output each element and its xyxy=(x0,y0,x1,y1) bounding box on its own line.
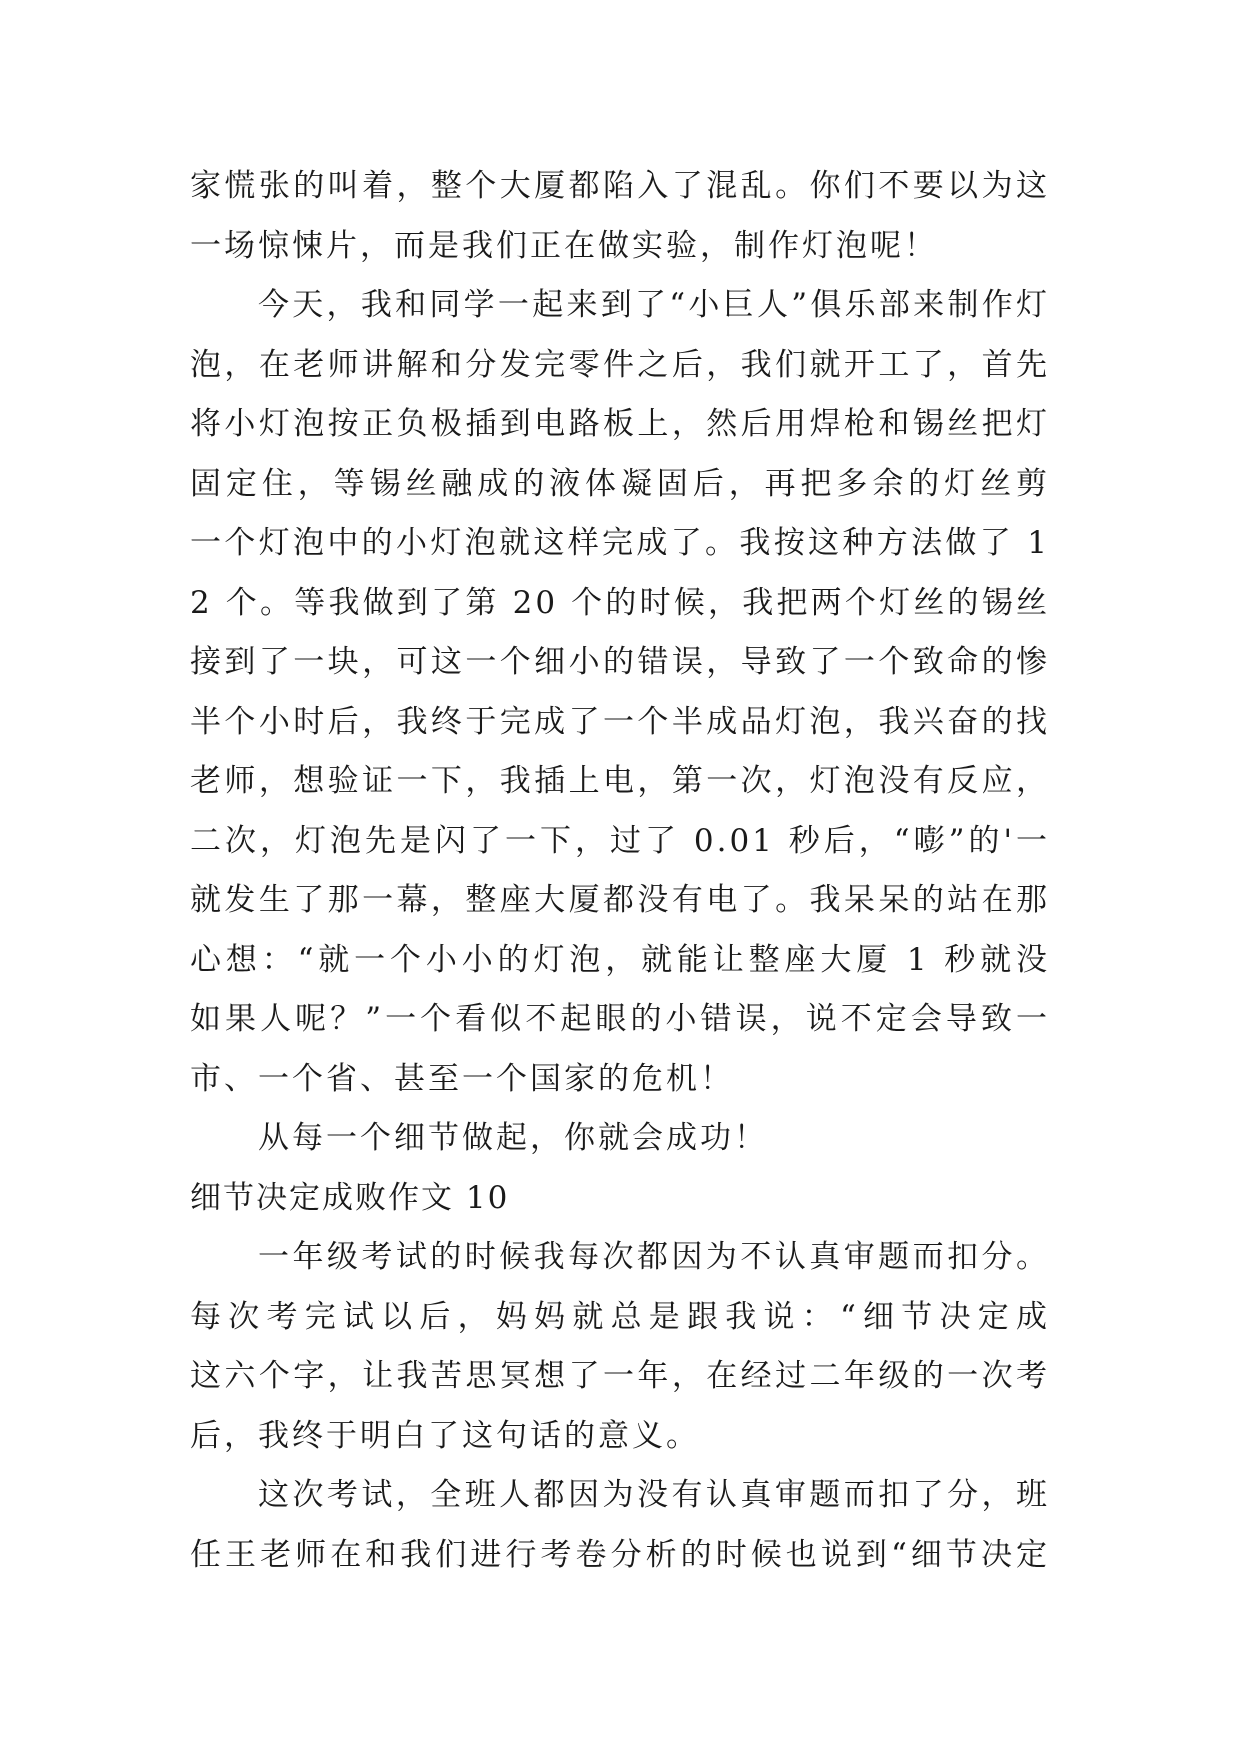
text-line: 老师，想验证一下，我插上电，第一次，灯泡没有反应， xyxy=(190,763,1050,799)
text-line: 任王老师在和我们进行考卷分析的时候也说到“细节决定 xyxy=(190,1536,1050,1573)
paragraph-start-line: 今天，我和同学一起来到了“小巨人”俱乐部来制作灯 xyxy=(258,287,1050,323)
text-line: 接到了一块，可这一个细小的错误，导致了一个致命的惨 xyxy=(190,644,1050,680)
text-line: 如果人呢？”一个看似不起眼的小错误，说不定会导致一 xyxy=(190,1001,1050,1037)
text-line: 后，我终于明白了这句话的意义。 xyxy=(190,1417,700,1454)
text-line: 一场惊悚片，而是我们正在做实验，制作灯泡呢！ xyxy=(190,227,938,264)
text-line: 固定住，等锡丝融成的液体凝固后，再把多余的灯丝剪 xyxy=(190,465,1050,502)
paragraph-start-line: 一年级考试的时候我每次都因为不认真审题而扣分。 xyxy=(258,1239,1050,1275)
text-line: 2 个。等我做到了第 20 个的时候，我把两个灯丝的锡丝 xyxy=(190,584,1050,621)
body-text xyxy=(190,157,1050,1585)
paragraph-start-line: 这次考试，全班人都因为没有认真审题而扣了分，班 xyxy=(258,1477,1050,1513)
text-line: 心想：“就一个小小的灯泡，就能让整座大厦 1 秒就没 xyxy=(190,941,1050,978)
text-line: 家慌张的叫着，整个大厦都陷入了混乱。你们不要以为这 xyxy=(190,168,1050,204)
text-line: 二次，灯泡先是闪了一下，过了 0.01 秒后，“嘭”的'一 xyxy=(190,822,1050,859)
text-line: 泡，在老师讲解和分发完零件之后，我们就开工了，首先 xyxy=(190,346,1050,383)
text-line: 半个小时后，我终于完成了一个半成品灯泡，我兴奋的找 xyxy=(190,703,1050,740)
text-line: 就发生了那一幕，整座大厦都没有电了。我呆呆的站在那 xyxy=(190,882,1050,918)
text-line: 市、一个省、甚至一个国家的危机！ xyxy=(190,1060,734,1097)
text-line: 将小灯泡按正负极插到电路板上，然后用焊枪和锡丝把灯 xyxy=(190,406,1050,442)
section-heading: 细节决定成败作文 10 xyxy=(190,1179,510,1216)
paragraph-start-line: 从每一个细节做起，你就会成功！ xyxy=(258,1120,768,1156)
text-line: 一个灯泡中的小灯泡就这样完成了。我按这种方法做了 1 xyxy=(190,525,1050,561)
text-line: 这六个字，让我苦思冥想了一年，在经过二年级的一次考 xyxy=(190,1358,1050,1394)
text-line: 每次考完试以后，妈妈就总是跟我说：“细节决定成 xyxy=(190,1298,1050,1335)
